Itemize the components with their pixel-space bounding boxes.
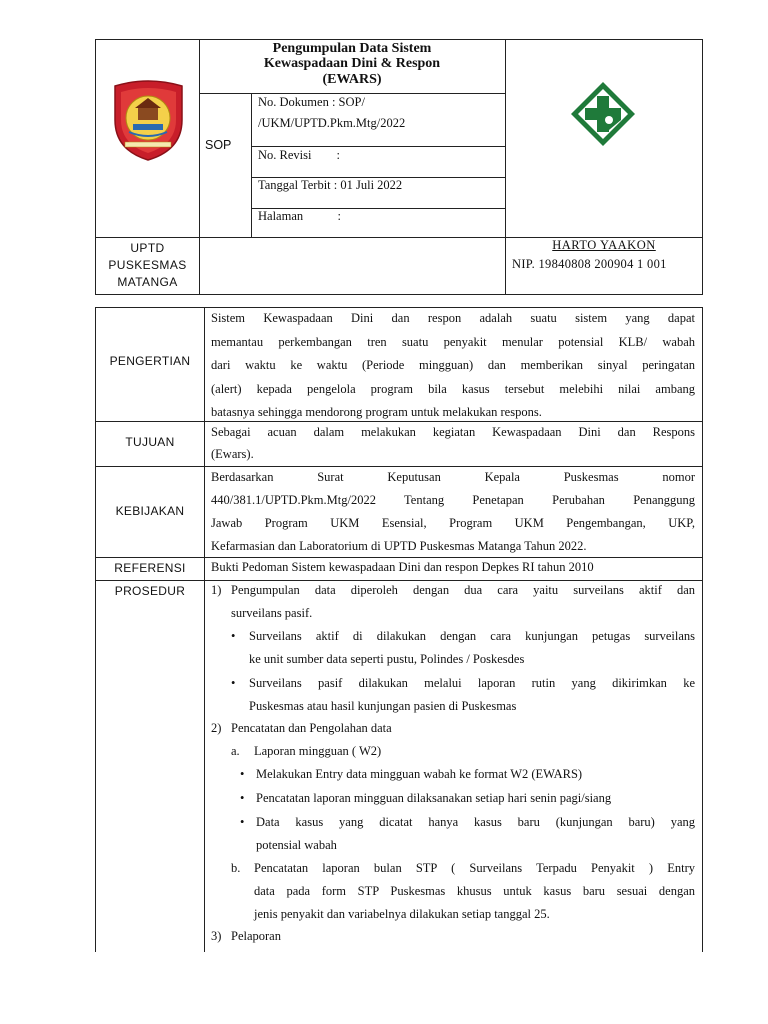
pengertian-line-1: Sistem Kewaspadaan Dini dan respon adalah suatu sistem yang dapat [211,311,695,325]
step-2a-number: a. [231,744,240,758]
signer-nip: NIP. 19840808 200904 1 001 [512,257,667,271]
revision-number: No. Revisi : [258,148,340,162]
pengertian-line-2: memantau perkembangan tren suatu penyakit menular potensial KLB/ wabah [211,334,695,349]
step-1-bullet-1-line-2: ke unit sumber data seperti pustu, Polindes / Poskesdes [249,652,525,666]
signer-name: HARTO YAAKON [552,238,656,252]
pengertian-line-4: (alert) kepada pengelola program bila kasus tersebut melebihi nilai ambang [211,381,695,396]
step-2b-line-3: jenis penyakit dan variabelnya dilakukan setiap tanggal 25. [254,907,550,921]
kebijakan-text [211,466,695,558]
kebijakan-label: KEBIJAKAN [115,504,185,518]
step-2a-bullet-3-line-1: Data kasus yang dicatat hanya kasus baru (kunjungan baru) yang [256,815,695,829]
referensi-label: REFERENSI [114,561,186,575]
referensi-text: Bukti Pedoman Sistem kewaspadaan Dini dan respon Depkes RI tahun 2010 [211,560,594,574]
bullet-icon: • [240,815,245,829]
step-2a-bullet-1: Melakukan Entry data mingguan wabah ke format W2 (EWARS) [256,767,583,781]
step-2b-number: b. [231,861,241,875]
kebijakan-line-1: Berdasarkan Surat Keputusan Kepala Puskesmas nomor [211,470,695,484]
step-1-line-1: Pengumpulan data diperoleh dengan dua cara yaitu surveilans aktif dan [231,583,695,597]
regional-emblem-icon [111,80,186,162]
organization-name [96,240,199,291]
puskesmas-logo-icon [569,80,637,148]
prosedur-label: PROSEDUR [114,584,186,598]
step-1-bullet-1-line-1: Surveilans aktif di dilakukan dengan cara kunjungan petugas surveilans [249,629,695,643]
step-2-text: Pencatatan dan Pengolahan data [231,721,392,735]
tujuan-text [211,421,695,465]
pengertian-line-3: dari waktu ke waktu (Periode mingguan) dan memberikan sinyal peringatan [211,358,695,372]
issue-date: Tanggal Terbit : 01 Juli 2022 [258,178,403,192]
pengertian-label: PENGERTIAN [109,354,191,368]
step-2a-bullet-3-line-2: potensial wabah [256,838,337,852]
step-3-text: Pelaporan [231,929,281,943]
step-2a-bullet-2: Pencatatan laporan mingguan dilaksanakan setiap hari senin pagi/siang [256,791,612,805]
step-2-number: 2) [211,721,222,735]
bullet-icon: • [231,629,236,643]
step-3-number: 3) [211,929,222,943]
sop-label: SOP [205,138,232,152]
step-2b-line-1: Pencatatan laporan bulan STP ( Surveilans Terpadu Penyakit ) Entry [254,861,695,875]
org-line-3: MATANGA [117,275,178,289]
kebijakan-line-3: Jawab Program UKM Esensial, Program UKM Pengembangan, UKP, [211,516,695,530]
page-number: Halaman : [258,209,341,223]
kebijakan-line-2: 440/381.1/UPTD.Pkm.Mtg/2022 Tentang Penetapan Perubahan Penanggung [211,493,695,507]
step-2b-text [254,857,695,926]
tujuan-label: TUJUAN [125,435,175,449]
step-1-bullet-2-line-2: Puskesmas atau hasil kunjungan pasien di Puskesmas [249,699,517,713]
bullet-icon: • [240,767,245,781]
bullet-icon: • [240,791,245,805]
step-1-text [231,579,695,625]
step-1-bullet-2 [249,672,695,718]
step-1-line-2: surveilans pasif. [231,606,313,620]
step-2a-bullet-3 [256,811,695,857]
title-line-1: Pengumpulan Data Sistem [272,41,432,56]
title-line-2: Kewaspadaan Dini & Respon [263,56,441,72]
pengertian-text [211,307,695,425]
step-1-number: 1) [211,583,222,597]
title-line-3: (EWARS) [322,71,382,87]
tujuan-line-2: (Ewars). [211,447,254,461]
tujuan-line-1: Sebagai acuan dalam melakukan kegiatan Kewaspadaan Dini dan Respons [211,425,695,439]
org-line-2: PUSKESMAS [108,258,187,272]
step-1-bullet-2-line-1: Surveilans pasif dilakukan melalui laporan rutin yang dikirimkan ke [249,676,695,690]
bullet-icon: • [231,676,236,690]
document-title [206,41,498,87]
step-2b-line-2: data pada form STP Puskesmas khusus untuk kasus baru sesuai dengan [254,884,695,898]
document-number: No. Dokumen : SOP/ [258,95,365,109]
step-2a-text: Laporan mingguan ( W2) [254,744,382,758]
document-number-cont: /UKM/UPTD.Pkm.Mtg/2022 [258,116,406,130]
org-line-1: UPTD [130,241,165,255]
kebijakan-line-4: Kefarmasian dan Laboratorium di UPTD Puskesmas Matanga Tahun 2022. [211,539,587,553]
pengertian-line-5: batasnya sehingga mendorong program untuk melakukan respons. [211,405,542,419]
step-1-bullet-1 [249,625,695,671]
